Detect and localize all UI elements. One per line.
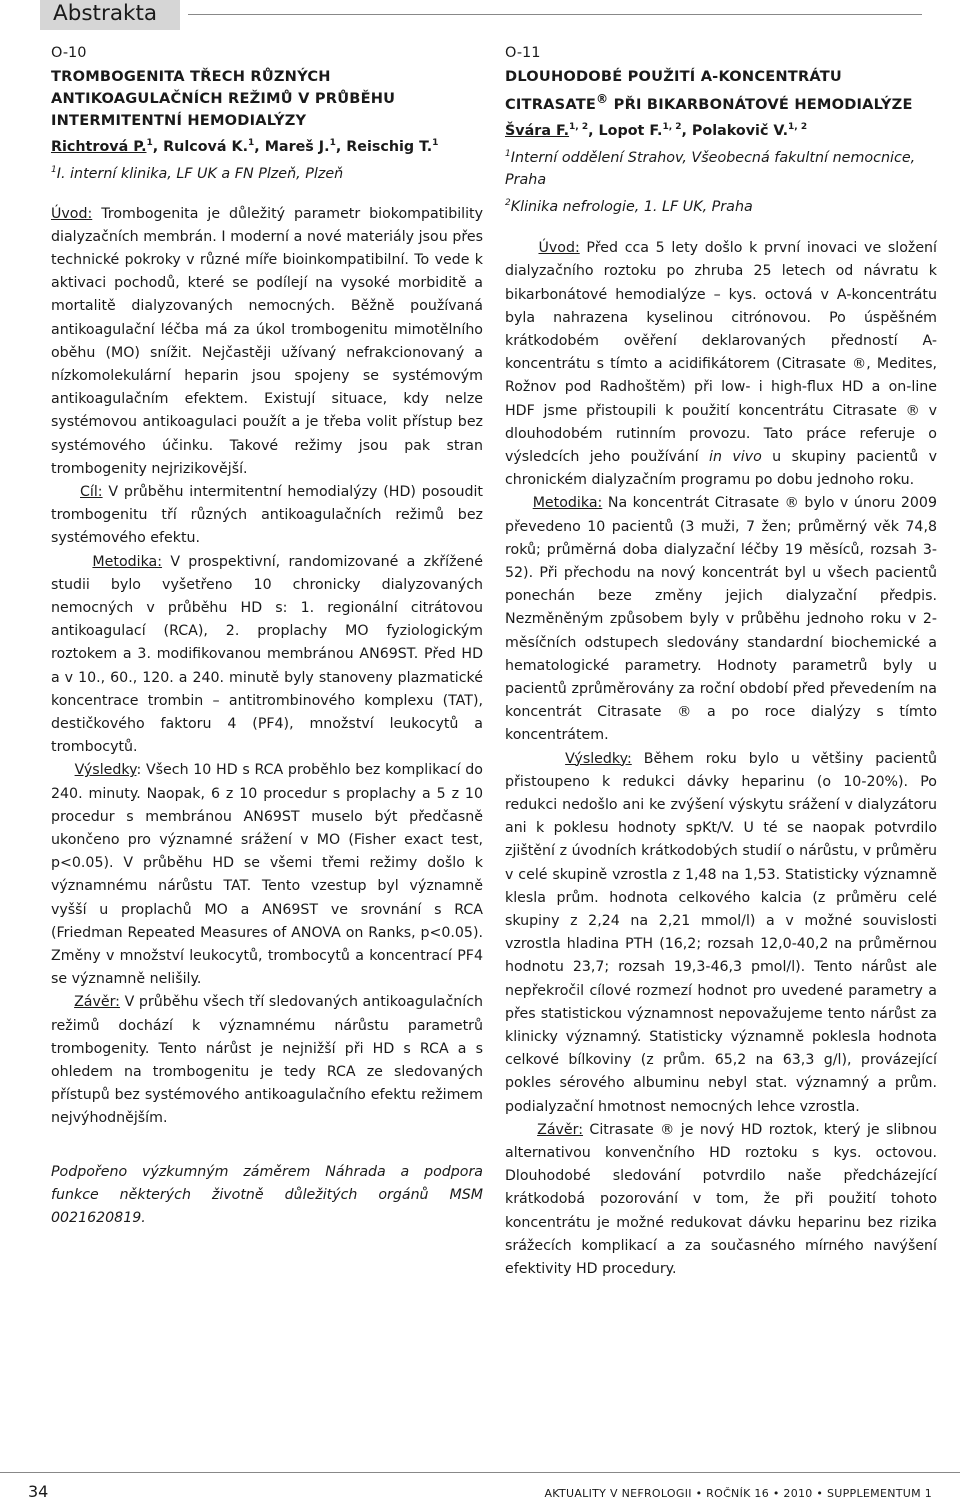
paragraph-text: V prospektivní, randomizované a zkřížené studii bylo vyšetřeno 10 chronicky dialyzovaných nemocných v průběhu HD s: 1. regionální citrátovou antikoagulací (RCA), 2. proplachy MO fyziologickým roztokem a 3. modifikovanou membránou AN69ST. Před HD a v 10., 60., 120. a 240. minutě byly stanoveny plazmatické koncentrace trombin – antitrombinového komplexu (TAT), destičkového faktoru 4 (PF4), množství leukocytů a trombocytů. [51, 553, 483, 756]
affiliation [51, 159, 483, 186]
section-label: Cíl: [80, 483, 103, 500]
journal-footer: AKTUALITY V NEFROLOGII • ROČNÍK 16 • 2010 • SUPPLEMENTUM 1 [544, 1487, 932, 1500]
italic-term: in vivo [709, 448, 762, 465]
author-affiliation-mark: 1, 2 [662, 121, 682, 132]
author-name: , Mareš J. [254, 138, 330, 155]
footer-divider [0, 1472, 960, 1473]
author-affiliation-mark: 1 [146, 138, 153, 148]
author-list [51, 132, 483, 159]
author-name: Richtrová P. [51, 138, 147, 155]
paragraph-text: V průběhu všech tří sledovaných antikoagulačních režimů dochází k významnému nárůstu parametrů trombogenity. Tento nárůst je nejnižší při HD s RCA a s ohledem na trombogenitu je tedy RCA ze sledovaných přístupů bez systémového antikoagulačního efektu režimem nejvýhodnějším. [51, 994, 483, 1127]
affiliation-text: I. interní klinika, LF UK a FN Plzeň, Plzeň [56, 165, 344, 182]
section-label: Závěr: [74, 994, 120, 1011]
spacer [51, 1131, 483, 1161]
affiliation-mark: 1 [51, 164, 57, 175]
affiliation-text: Interní oddělení Strahov, Všeobecná fakultní nemocnice, Praha [505, 149, 916, 189]
spacer [505, 219, 937, 237]
paragraph-text: Během roku bylo u většiny pacientů přistoupeno k redukci dávky heparinu (o 10-20%). Po redukci nedošlo ani ke zvýšení výskytu srážení v dialyzátoru ani k poklesu hodnoty spKt/V. U té se naopak potvrdilo zjištění z úvodních krátkodobých studií o nárůstu, v průměru v celé skupině vzrostla z 1,48 na 1,53. Statisticky významně klesla prům. hodnota celkového kalcia (z průměru celé skupiny z 2,24 na 2,21 mmol/l) a v možné souvislosti vzrostla hladina PTH (16,2; rozsah 12,0-40,2 na průměrnou hodnotu 23,7; rozsah 19,3-46,3 pmol/l). Tento nárůst ale nepřekročil cílové rozmezí hodnot pro uvedené parametry a přes statistickou významnost nepovažujeme tento nárůst za klinicky významný. Statisticky významně poklesla hodnota celkové bílkoviny (z prům. 65,2 na 63,3 g/l), provázející pokles sérového albuminu nebyl stat. významný a prům. podialyzační hmotnost nemocných lehce vzrostla. [505, 750, 937, 1115]
abstract-o10 [51, 41, 483, 1230]
section-label: Úvod: [51, 205, 93, 222]
abstract-title: TROMBOGENITA TŘECH RŮZNÝCH ANTIKOAGULAČNÍCH REŽIMŮ V PRŮBĚHU INTERMITENTNÍ HEMODIALÝZY [51, 68, 396, 129]
paragraph-vysledky [51, 759, 483, 991]
author-name: , Rulcová K. [152, 138, 249, 155]
author-name: , Polakovič V. [681, 122, 789, 139]
author-name: , Lopot F. [588, 122, 663, 139]
funding-note: Podpořeno výzkumným záměrem Náhrada a podpora funkce některých životně důležitých orgánů MSM 0021620819. [51, 1163, 483, 1227]
page-number: 34 [28, 1482, 49, 1501]
section-label: Metodika: [92, 553, 163, 570]
abstract-o11 [505, 41, 937, 1281]
section-title: Abstrakta [53, 1, 158, 26]
paragraph-zaver [51, 991, 483, 1130]
section-label: Úvod: [538, 240, 580, 257]
affiliation-text: Klinika nefrologie, 1. LF UK, Praha [510, 199, 753, 216]
paragraph-metodika [505, 492, 937, 747]
paragraph-cil [51, 481, 483, 551]
title-text: PŘI BIKARBONÁTOVÉ HEMODIALÝZE [608, 95, 913, 113]
author-affiliation-mark: 1 [432, 138, 439, 148]
abstract-code: O-11 [505, 45, 541, 61]
paragraph-text: Před cca 5 lety došlo k první inovaci ve složení dialyzačního roztoku po zhruba 25 letech od návratu k bikarbonátové hemodialýze – kys. octová v A-koncentrátu byla nahrazena kyselinou citrónovou. Po úspěšném krátkodobém ověření deklarovaných předností A-koncentrátu s tímto a acidifikátorem (Citrasate ®, Medites, Rožnov pod Radhoštěm) při low- i high-flux HD a on-line HDF jsme přistoupili k použití koncentrátu Citrasate ® v dlouhodobém rutinním provozu. Tato práce referuje o výsledcích jeho používání [505, 240, 937, 465]
title-text: DLOUHODOBÉ POUŽITÍ A-KONCENTRÁTU CITRASATE [505, 68, 842, 113]
abstract-title [505, 66, 937, 116]
paragraph-metodika [51, 551, 483, 760]
abstract-code: O-10 [51, 45, 87, 61]
author-name: Švára F. [505, 122, 570, 139]
author-affiliation-mark: 1, 2 [569, 121, 589, 132]
registered-mark: ® [596, 92, 609, 106]
paragraph-text: u skupiny pacientů v chronickém dialyzačním programu po dobu jednoho roku. [505, 448, 937, 489]
affiliation-mark: 1 [505, 148, 511, 159]
affiliation [505, 143, 937, 193]
paragraph-uvod [505, 237, 937, 492]
paragraph-uvod [51, 203, 483, 481]
paragraph-vysledky [505, 748, 937, 1119]
paragraph-text: V průběhu intermitentní hemodialýzy (HD) posoudit trombogenitu tří různých antikoagulačních režimů bez systémového efektu. [51, 483, 483, 547]
section-label: Výsledky: [565, 750, 632, 767]
paragraph-text: Trombogenita je důležitý parametr biokompatibility dialyzačních membrán. I moderní a nové materiály jsou přes technické pokroky v různé míře bioinkompatibilní. To vede k aktivaci pochodů, které se podílejí na vysoké morbiditě a mortalitě dialyzovaných nemocných. Běžně používaná antikoagulační léčba má za úkol trombogenitu mimotělního oběhu (MO) snížit. Nejčastěji užívaný nefrakcionovaný a nízkomolekulární heparin jsou spojeny se systémovým antikoagulačním efektem. Existují situace, kdy nelze systémovou antikoagulaci použít a je třeba volit přístup bez systémového účinku. Takové režimy jsou pak stran trombogenity nejrizikovější. [51, 205, 483, 477]
affiliation [505, 192, 937, 219]
author-list [505, 116, 937, 143]
author-affiliation-mark: 1 [329, 138, 336, 148]
affiliation-mark: 2 [505, 198, 511, 209]
spacer [51, 186, 483, 203]
paragraph-text: Citrasate ® je nový HD roztok, který je slibnou alternativou konvenčního HD roztoku s kys. octovou. Dlouhodobé sledování potvrdilo naše předcházející krátkodobá pozorování v tom, že při použití tohoto koncentrátu je možné redukovat dávku heparinu bez rizika srážecích komplikací a za současného mírného navýšení efektivity HD procedury. [505, 1121, 937, 1278]
paragraph-text: Na koncentrát Citrasate ® bylo v únoru 2009 převedeno 10 pacientů (3 muži, 7 žen; průměrný věk 74,8 roků; průměrná doba dialyzační léčby 19 měsíců, rozsah 3-52). Při přechodu na nový koncentrát byl u všech pacientů ponechán beze změny jejich dialyzační předpis. Nezměněným způsobem byly v průběhu jednoho roku v 2-měsíčních odstupech sledovány standardní biochemické a hematologické parametry. Hodnoty parametrů byly u pacientů zprůměrovány za roční období před převedením na koncentrát Citrasate ® a po roce dialýzy s tímto koncentrátem. [505, 495, 937, 744]
paragraph-text: : Všech 10 HD s RCA proběhlo bez komplikací do 240. minuty. Naopak, 6 z 10 procedur s proplachy a 5 z 10 procedur s membránou AN69ST muselo být předčasně ukončeno pro významné srážení v MO (Fisher exact test, p<0.05). V průběhu HD se všemi třemi režimy došlo k významnému nárůstu TAT. Tento vzestup byl významně vyšší u proplachů MO a AN69ST ve srovnání s RCA (Friedman Repeated Measures of ANOVA on Ranks, p<0.05). Změny v množství leukocytů, trombocytů a koncentrací PF4 se významně nelišily. [51, 762, 483, 988]
author-affiliation-mark: 1 [248, 138, 255, 148]
paragraph-zaver [505, 1119, 937, 1281]
header-divider [188, 14, 922, 15]
author-affiliation-mark: 1, 2 [788, 121, 808, 132]
section-label: Výsledky [74, 762, 137, 779]
author-name: , Reischig T. [335, 138, 433, 155]
section-label: Závěr: [537, 1121, 584, 1138]
section-label: Metodika: [532, 495, 603, 512]
